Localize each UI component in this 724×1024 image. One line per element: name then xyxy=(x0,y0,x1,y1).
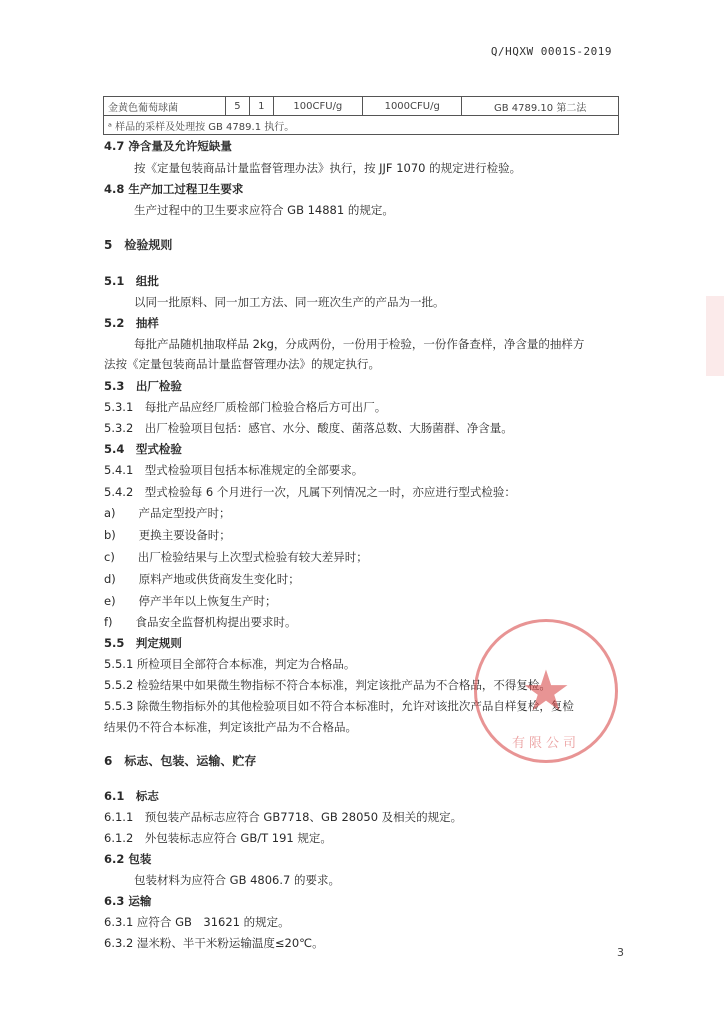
seal-star-icon: ★ xyxy=(520,659,572,724)
paragraph: 6.3.1 应符合 GB 31621 的规定。 xyxy=(104,915,290,929)
paragraph: 5.4.1 型式检验项目包括本标准规定的全部要求。 xyxy=(104,463,364,477)
table-note: ᵃ 样品的采样及处理按 GB 4789.1 执行。 xyxy=(104,116,619,135)
table-row xyxy=(104,97,619,116)
heading-4-8: 4.8 生产加工过程卫生要求 xyxy=(104,182,244,196)
table-cell: 1000CFU/g xyxy=(363,97,462,116)
seal-text: 有限公司 xyxy=(511,736,580,751)
list-item: c) 出厂检验结果与上次型式检验有较大差异时； xyxy=(104,550,368,564)
heading-5-2: 5.2 抽样 xyxy=(104,316,159,330)
heading-5-4: 5.4 型式检验 xyxy=(104,442,182,456)
paragraph: 6.1.1 预包装产品标志应符合 GB7718、GB 28050 及相关的规定。 xyxy=(104,810,463,824)
page-number: 3 xyxy=(617,946,624,959)
heading-4-7: 4.7 净含量及允许短缺量 xyxy=(104,139,232,153)
paragraph: 5.3.2 出厂检验项目包括：感官、水分、酸度、菌落总数、大肠菌群、净含量。 xyxy=(104,421,513,435)
heading-5-3: 5.3 出厂检验 xyxy=(104,379,182,393)
paragraph: 5.5.3 除微生物指标外的其他检验项目如不符合本标准时，允许对该批次产品自样复检，复检 xyxy=(104,699,574,713)
heading-6-3: 6.3 运输 xyxy=(104,894,152,908)
list-item: e) 停产半年以上恢复生产时； xyxy=(104,594,277,608)
paragraph: 6.1.2 外包装标志应符合 GB/T 191 规定。 xyxy=(104,831,332,845)
paragraph: 每批产品随机抽取样品 2kg，分成两份，一份用于检验，一份作备查样，净含量的抽样方 xyxy=(134,337,585,351)
paragraph: 按《定量包装商品计量监督管理办法》执行，按 JJF 1070 的规定进行检验。 xyxy=(134,161,522,175)
list-item: f) 食品安全监督机构提出要求时。 xyxy=(104,615,297,629)
table-cell: GB 4789.10 第二法 xyxy=(462,97,619,116)
paragraph: 法按《定量包装商品计量监督管理办法》的规定执行。 xyxy=(104,357,380,371)
section-6-title: 6 标志、包装、运输、贮存 xyxy=(104,754,257,768)
paragraph: 5.5.2 检验结果中如果微生物指标不符合本标准，判定该批产品为不合格品，不得复检。 xyxy=(104,678,551,692)
company-seal xyxy=(474,619,618,763)
section-5-title: 5 检验规则 xyxy=(104,238,173,252)
document-code: Q/HQXW 0001S-2019 xyxy=(490,45,612,58)
heading-5-5: 5.5 判定规则 xyxy=(104,636,182,650)
paragraph: 生产过程中的卫生要求应符合 GB 14881 的规定。 xyxy=(134,203,394,217)
microbiology-table xyxy=(103,96,619,135)
heading-6-2: 6.2 包装 xyxy=(104,852,152,866)
table-cell: 金黄色葡萄球菌 xyxy=(104,97,226,116)
paragraph: 5.4.2 型式检验每 6 个月进行一次，凡属下列情况之一时，亦应进行型式检验： xyxy=(104,485,516,499)
table-cell: 5 xyxy=(226,97,250,116)
paragraph: 包装材料为应符合 GB 4806.7 的要求。 xyxy=(134,873,341,887)
list-item: d) 原料产地或供货商发生变化时； xyxy=(104,572,300,586)
list-item: a) 产品定型投产时； xyxy=(104,506,231,520)
table-cell: 1 xyxy=(249,97,273,116)
table-row xyxy=(104,116,619,135)
heading-5-1: 5.1 组批 xyxy=(104,274,159,288)
heading-6-1: 6.1 标志 xyxy=(104,789,159,803)
table-cell: 100CFU/g xyxy=(273,97,362,116)
paragraph: 5.3.1 每批产品应经厂质检部门检验合格后方可出厂。 xyxy=(104,400,387,414)
paragraph: 6.3.2 湿米粉、半干米粉运输温度≤20℃。 xyxy=(104,936,324,950)
paragraph: 结果仍不符合本标准，判定该批产品为不合格品。 xyxy=(104,720,357,734)
paragraph: 以同一批原料、同一加工方法、同一班次生产的产品为一批。 xyxy=(134,295,445,309)
list-item: b) 更换主要设备时； xyxy=(104,528,231,542)
edge-seal-mark xyxy=(706,296,724,376)
paragraph: 5.5.1 所检项目全部符合本标准，判定为合格品。 xyxy=(104,657,356,671)
